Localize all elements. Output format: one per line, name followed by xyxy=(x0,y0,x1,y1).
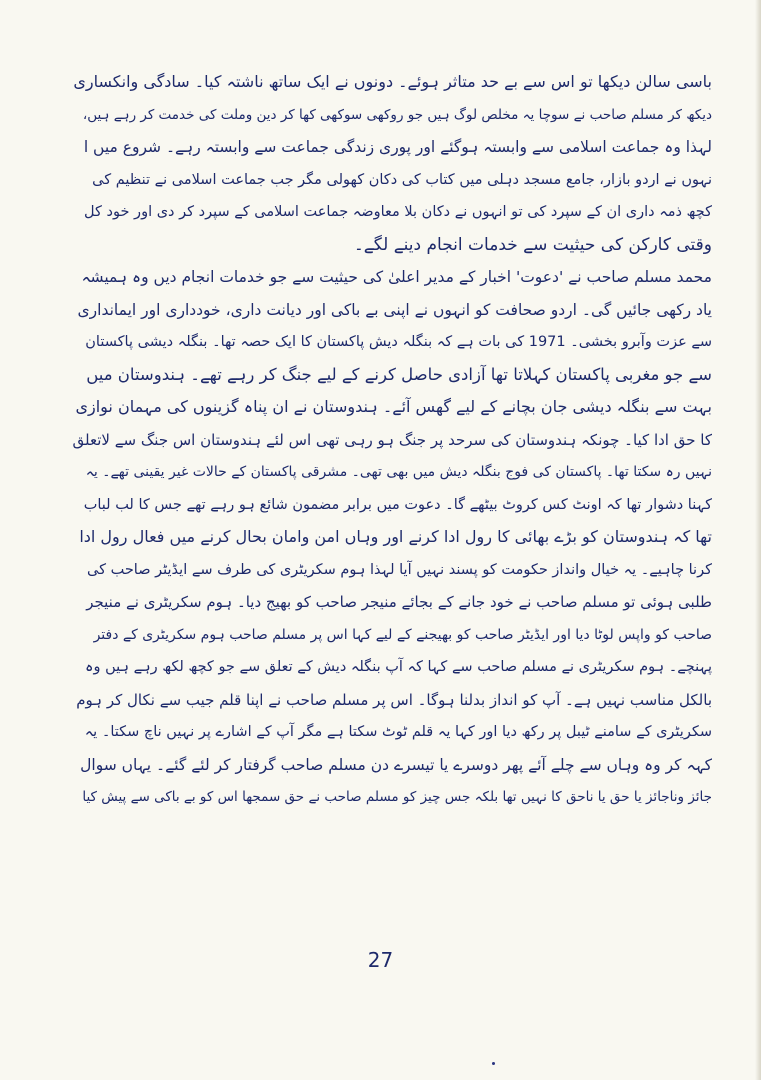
text-line-10: سے جو مغربی پاکستان کہلاتا تھا آزادی حاصل کرنے کے لیے جنگ کر رہے تھے۔ ہندوستان میں xyxy=(86,364,712,384)
text-line-23: جائز وناجائز یا حق یا ناحق کا نہیں تھا بلکہ جس چیز کو مسلم صاحب نے حق سمجھا اس کو بے باکی سے پیش کیا xyxy=(82,789,712,805)
text-line-18: صاحب کو واپس لوٹا دیا اور ایڈیٹر صاحب کو بھیجنے کے لیے کہا اس پر مسلم صاحب ہوم سکریٹری کے دفتر xyxy=(93,626,712,643)
text-line-21: سکریٹری کے سامنے ٹیبل پر رکھ دیا اور کہا یہ قلم ٹوٹ سکتا ہے مگر آپ کے اشارے پر نہیں ناچ سکتا۔ یہ xyxy=(84,724,712,740)
text-line-1: باسی سالن دیکھا تو اس سے بے حد متاثر ہوئے۔ دونوں نے ایک ساتھ ناشتہ کیا۔ سادگی وانکساری xyxy=(73,72,712,91)
text-line-12: کا حق ادا کیا۔ چونکہ ہندوستان کی سرحد پر جنگ ہو رہی تھی اس لئے ہندوستان اس جنگ سے لاتعلق xyxy=(72,430,712,449)
scan-edge-shadow xyxy=(755,0,761,1080)
text-line-3: لہذا وہ جماعت اسلامی سے وابستہ ہوگئے اور پوری زندگی جماعت سے وابستہ رہے۔ شروع میں ا xyxy=(83,138,712,156)
text-line-16: کرنا چاہیے۔ یہ خیال وانداز حکومت کو پسند نہیں آیا لہذا ہوم سکریٹری کی طرف سے ایڈیٹر صاحب کی xyxy=(87,561,712,578)
text-line-2: دیکھ کر مسلم صاحب نے سوچا یہ مخلص لوگ ہیں جو روکھی سوکھی کھا کر دین وملت کی خدمت کر رہے ہیں، xyxy=(82,106,712,123)
urdu-text-block xyxy=(72,66,712,814)
page-number: 27 xyxy=(367,948,394,972)
text-line-22: کہہ کر وہ وہاں سے چلے آئے پھر دوسرے یا تیسرے دن مسلم صاحب گرفتار کر لئے گئے۔ یہاں سوال xyxy=(80,755,712,774)
text-line-9: سے عزت وآبرو بخشی۔ 1971 کی بات ہے کہ بنگلہ دیش پاکستان کا ایک حصہ تھا۔ بنگلہ دیشی پاکستان xyxy=(85,334,712,350)
text-line-17: طلبی ہوئی تو مسلم صاحب نے خود جانے کے بجائے منیجر صاحب کو بھیج دیا۔ ہوم سکریٹری نے منیجر xyxy=(86,593,712,611)
text-line-6: وقتی کارکن کی حیثیت سے خدمات انجام دینے لگے۔ xyxy=(353,234,712,255)
text-line-13: نہیں رہ سکتا تھا۔ پاکستان کی فوج بنگلہ دیش میں بھی تھی۔ مشرقی پاکستان کے حالات غیر یقینی تھے۔ یہ xyxy=(85,464,712,480)
text-line-19: پہنچے۔ ہوم سکریٹری نے مسلم صاحب سے کہا کہ آپ بنگلہ دیش کے تعلق سے جو کچھ لکھ رہے ہیں وہ xyxy=(84,659,712,675)
text-line-14: کہنا دشوار تھا کہ اونٹ کس کروٹ بیٹھے گا۔ دعوت میں برابر مضمون شائع ہو رہے تھے جس کا لب لباب xyxy=(83,496,712,513)
scan-speck xyxy=(492,1062,495,1065)
text-line-7: محمد مسلم صاحب نے 'دعوت' اخبار کے مدیر اعلیٰ کی حیثیت سے جو خدمات انجام دیں وہ ہمیشہ xyxy=(81,268,712,286)
text-line-15: تھا کہ ہندوستان کو بڑے بھائی کا رول ادا کرنے اور وہاں امن وامان بحال کرنے میں فعال رول ادا xyxy=(79,527,712,546)
text-line-4: نہوں نے اردو بازار، جامع مسجد دہلی میں کتاب کی دکان کھولی مگر جب جماعت اسلامی نے تنظیم کی xyxy=(92,171,712,188)
text-line-8: یاد رکھی جائیں گی۔ اردو صحافت کو انہوں نے اپنی بے باکی اور دیانت داری، خودداری اور ایمانداری xyxy=(77,300,712,319)
text-line-20: بالکل مناسب نہیں ہے۔ آپ کو انداز بدلنا ہوگا۔ اس پر مسلم صاحب نے اپنا قلم جیب سے نکال کر ہوم xyxy=(76,690,712,709)
text-line-11: بہت سے بنگلہ دیشی جان بچانے کے لیے گھس آئے۔ ہندوستان نے ان پناہ گزینوں کی مہمان نوازی xyxy=(75,397,712,416)
text-line-5: کچھ ذمہ داری ان کے سپرد کی تو انہوں نے دکان بلا معاوضہ جماعت اسلامی کے سپرد کر دی اور خود کل xyxy=(84,204,712,220)
